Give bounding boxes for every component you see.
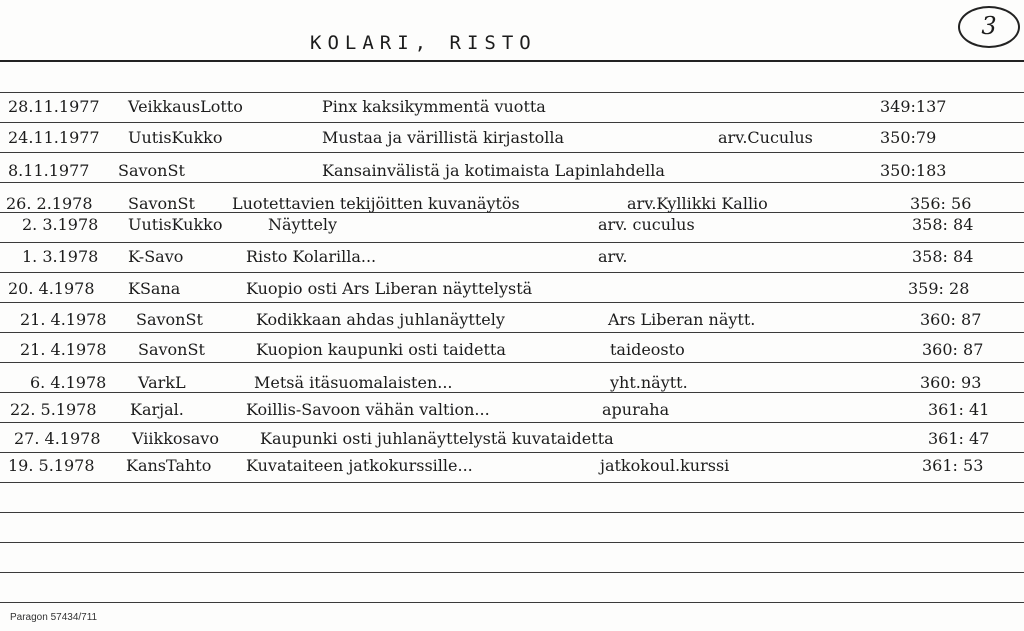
rule xyxy=(0,542,1024,543)
entry-source: KSana xyxy=(128,279,181,298)
entry-ref: 349:137 xyxy=(880,97,947,116)
entry-source: Karjal. xyxy=(130,400,184,419)
entry-source: UutisKukko xyxy=(128,215,223,234)
entry-note: Ars Liberan näytt. xyxy=(608,310,756,329)
header-rule xyxy=(0,60,1024,62)
rule xyxy=(0,512,1024,513)
entry-row xyxy=(0,396,1024,422)
entry-row xyxy=(0,336,1024,362)
entry-source: SavonSt xyxy=(118,161,185,180)
entry-date: 28.11.1977 xyxy=(8,97,100,116)
entry-note: arv. xyxy=(598,247,628,266)
card-footer-code: Paragon 57434/711 xyxy=(10,612,98,623)
entry-ref: 359: 28 xyxy=(908,279,970,298)
entry-note: arv.Kyllikki Kallio xyxy=(627,194,768,213)
rule xyxy=(0,422,1024,423)
entry-row xyxy=(0,211,1024,237)
entry-ref: 350:183 xyxy=(880,161,947,180)
entry-date: 1. 3.1978 xyxy=(22,247,99,266)
entry-ref: 360: 93 xyxy=(920,373,982,392)
rule xyxy=(0,332,1024,333)
entry-source: SavonSt xyxy=(138,340,205,359)
rule xyxy=(0,602,1024,603)
entry-date: 26. 2.1978 xyxy=(6,194,93,213)
entry-source: VarkL xyxy=(138,373,186,392)
entry-row xyxy=(0,157,1024,183)
entry-text: Kuopio osti Ars Liberan näyttelystä xyxy=(246,279,533,298)
rule xyxy=(0,272,1024,273)
entry-date: 2. 3.1978 xyxy=(22,215,99,234)
entry-date: 8.11.1977 xyxy=(8,161,90,180)
entry-date: 6. 4.1978 xyxy=(30,373,107,392)
entry-note: taideosto xyxy=(610,340,685,359)
rule xyxy=(0,362,1024,363)
entry-row xyxy=(0,452,1024,478)
entry-note: arv. cuculus xyxy=(598,215,695,234)
entry-date: 19. 5.1978 xyxy=(8,456,95,475)
entry-source: K-Savo xyxy=(128,247,184,266)
entry-row xyxy=(0,124,1024,150)
entry-text: Kuvataiteen jatkokurssille... xyxy=(246,456,473,475)
entry-text: Kaupunki osti juhlanäyttelystä kuvataidetta xyxy=(260,429,614,448)
entry-text: Metsä itäsuomalaisten... xyxy=(254,373,453,392)
entry-source: SavonSt xyxy=(136,310,203,329)
rule xyxy=(0,302,1024,303)
entry-ref: 360: 87 xyxy=(920,310,982,329)
entry-row xyxy=(0,369,1024,395)
entry-ref: 358: 84 xyxy=(912,215,974,234)
entry-note: apuraha xyxy=(602,400,670,419)
entry-note: yht.näytt. xyxy=(610,373,688,392)
entry-text: Kodikkaan ahdas juhlanäyttely xyxy=(256,310,505,329)
entry-date: 24.11.1977 xyxy=(8,128,100,147)
entry-text: Luotettavien tekijöitten kuvanäytös xyxy=(232,194,520,213)
entry-source: VeikkausLotto xyxy=(128,97,243,116)
entry-ref: 356: 56 xyxy=(910,194,972,213)
entry-note: jatkokoul.kurssi xyxy=(600,456,730,475)
entry-date: 22. 5.1978 xyxy=(10,400,97,419)
page-number-circle: 3 xyxy=(958,6,1020,48)
entry-text: Kuopion kaupunki osti taidetta xyxy=(256,340,506,359)
card-title: KOLARI, RISTO xyxy=(310,32,537,54)
entry-text: Pinx kaksikymmentä vuotta xyxy=(322,97,546,116)
entry-date: 20. 4.1978 xyxy=(8,279,95,298)
entry-source: SavonSt xyxy=(128,194,195,213)
entry-row xyxy=(0,243,1024,269)
entry-ref: 361: 53 xyxy=(922,456,984,475)
entry-text: Kansainvälistä ja kotimaista Lapinlahdella xyxy=(322,161,665,180)
entry-text: Mustaa ja värillistä kirjastolla xyxy=(322,128,565,147)
rule xyxy=(0,122,1024,123)
rule xyxy=(0,152,1024,153)
entry-text: Risto Kolarilla... xyxy=(246,247,377,266)
rule xyxy=(0,482,1024,483)
entry-date: 21. 4.1978 xyxy=(20,310,107,329)
entry-row xyxy=(0,93,1024,119)
rule xyxy=(0,572,1024,573)
entry-row xyxy=(0,275,1024,301)
entry-source: UutisKukko xyxy=(128,128,223,147)
entry-row xyxy=(0,306,1024,332)
entry-date: 27. 4.1978 xyxy=(14,429,101,448)
entry-source: KansTahto xyxy=(126,456,212,475)
entry-ref: 361: 47 xyxy=(928,429,990,448)
entry-ref: 360: 87 xyxy=(922,340,984,359)
entry-row xyxy=(0,425,1024,451)
entry-ref: 350:79 xyxy=(880,128,937,147)
entry-date: 21. 4.1978 xyxy=(20,340,107,359)
entry-source: Viikkosavo xyxy=(132,429,219,448)
entry-text: Koillis-Savoon vähän valtion... xyxy=(246,400,490,419)
entry-ref: 361: 41 xyxy=(928,400,990,419)
entry-ref: 358: 84 xyxy=(912,247,974,266)
entry-note: arv.Cuculus xyxy=(718,128,813,147)
entry-text: Näyttely xyxy=(268,215,338,234)
